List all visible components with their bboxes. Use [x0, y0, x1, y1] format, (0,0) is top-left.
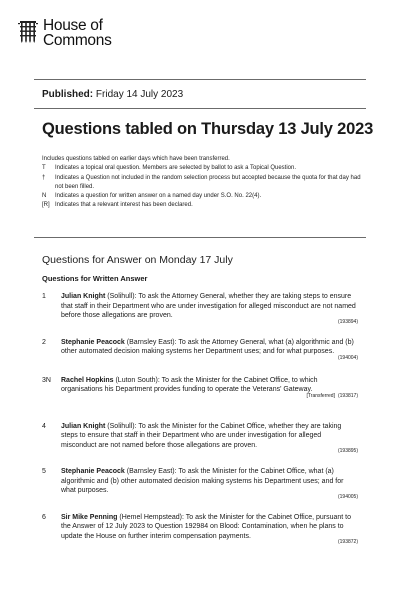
- question-reference: [61, 319, 358, 326]
- subsection-title: Questions for Written Answer: [42, 274, 148, 283]
- question-item: [42, 376, 358, 400]
- question-text: To ask the Minister for the Cabinet Office, to which organisations his Department provides funding to operate the Veterans' Gateway.: [61, 376, 318, 393]
- question-body: [61, 467, 358, 501]
- question-body: [61, 338, 358, 362]
- legend-symbol: T: [42, 165, 46, 172]
- question-body: [61, 292, 358, 326]
- question-reference: [61, 448, 358, 455]
- questions-list: [42, 292, 358, 546]
- logo-wordmark: [43, 18, 112, 48]
- question-item: [42, 338, 358, 362]
- section-title: Questions for Answer on Monday 17 July: [42, 254, 233, 266]
- question-body: [61, 422, 358, 456]
- question-body: [61, 376, 358, 400]
- member-constituency: (Luton South):: [115, 376, 160, 384]
- member-name: Rachel Hopkins: [61, 376, 114, 384]
- reference-number: (194005): [337, 493, 358, 500]
- question-reference: [61, 539, 358, 546]
- legend-symbol: N: [42, 193, 47, 200]
- member-name: Stephanie Peacock: [61, 338, 125, 346]
- question-number: 3N: [42, 376, 51, 384]
- page-title: Questions tabled on Thursday 13 July 2023: [42, 120, 374, 138]
- member-constituency: (Hemel Hempstead):: [119, 513, 184, 521]
- published-date: Friday 14 July 2023: [95, 89, 184, 100]
- reference-number: (193872): [337, 539, 358, 545]
- intro-text: Includes questions tabled on earlier days which have been transferred.: [42, 156, 230, 162]
- member-name: Sir Mike Penning: [61, 513, 118, 521]
- legend-description: Indicates a Question not included in the random selection process but accepted because the quota for that day had not been filled.: [55, 174, 361, 190]
- member-name: Stephanie Peacock: [61, 468, 125, 475]
- question-text: To ask the Attorney General, what (a) algorithmic and (b) other automated decision making systems her Department uses; and for what purposes.: [61, 338, 354, 355]
- legend-description: Indicates that a relevant interest has been declared.: [55, 202, 193, 209]
- legend-symbol: [R]: [42, 202, 50, 209]
- member-constituency: (Solihull):: [107, 422, 137, 430]
- question-number: 4: [42, 422, 46, 430]
- published-divider: [34, 108, 366, 109]
- section-divider: [34, 237, 366, 238]
- question-item: [42, 422, 358, 456]
- legend-item: [42, 174, 362, 193]
- member-name: Julian Knight: [61, 422, 106, 430]
- question-number: 2: [42, 338, 46, 346]
- legend-description: Indicates a question for written answer on a named day under S.O. No. 22(4).: [55, 193, 262, 200]
- reference-number: (194004): [337, 354, 358, 361]
- question-reference: [61, 494, 358, 501]
- published-label: Published:: [42, 89, 94, 100]
- member-constituency: (Barnsley East):: [126, 468, 177, 475]
- legend-item: [42, 192, 362, 201]
- legend-list: [42, 164, 362, 210]
- question-text: To ask the Minister for the Cabinet Office, pursuant to the Answer of 12 July 2023 to Question 192984 on Blood: Contamination, when he plans to update the House on further interim compensation payments.: [61, 513, 351, 540]
- top-divider: [34, 79, 366, 80]
- legend-description: Indicates a topical oral question. Members are selected by ballot to ask a Topical Question.: [55, 165, 297, 172]
- logo-line-2: Commons: [43, 32, 112, 49]
- intro-block: [42, 155, 362, 211]
- question-text: To ask the Minister for the Cabinet Office, what (a) algorithmic and (b) other automated decision making systems his Department uses; and for what purposes.: [61, 468, 344, 494]
- question-reference: [61, 355, 358, 362]
- question-number: 6: [42, 513, 46, 521]
- question-reference: [61, 393, 358, 400]
- legend-item: [42, 201, 362, 210]
- question-item: [42, 513, 358, 547]
- question-number: 5: [42, 468, 46, 475]
- question-item: [42, 292, 358, 326]
- member-constituency: (Solihull):: [107, 293, 137, 300]
- question-body: [61, 513, 358, 547]
- logo-line-1: House of: [43, 17, 103, 34]
- question-item: [42, 467, 358, 501]
- member-name: Julian Knight: [61, 293, 106, 300]
- reference-number: (193894): [337, 318, 358, 325]
- published-line: [42, 89, 183, 100]
- legend-symbol: †: [42, 174, 46, 181]
- reference-number: (193817): [337, 392, 358, 399]
- question-text: To ask the Minister for the Cabinet Office, whether they are taking steps to ensure that staff in their Department who are under investigation for alleged misconduct are not named before those allegations are proven.: [61, 422, 342, 449]
- question-text: To ask the Attorney General, whether they are taking steps to ensure that staff in their Department who are under investigation for alleged misconduct are not named before those allegations are proven.: [61, 293, 356, 319]
- question-number: 1: [42, 293, 46, 300]
- reference-number: (193895): [337, 448, 358, 454]
- house-of-commons-logo: [18, 18, 112, 48]
- member-constituency: (Barnsley East):: [126, 338, 177, 346]
- legend-item: [42, 164, 362, 173]
- transferred-tag: [Transferred]: [306, 392, 335, 399]
- portcullis-icon: [18, 20, 38, 44]
